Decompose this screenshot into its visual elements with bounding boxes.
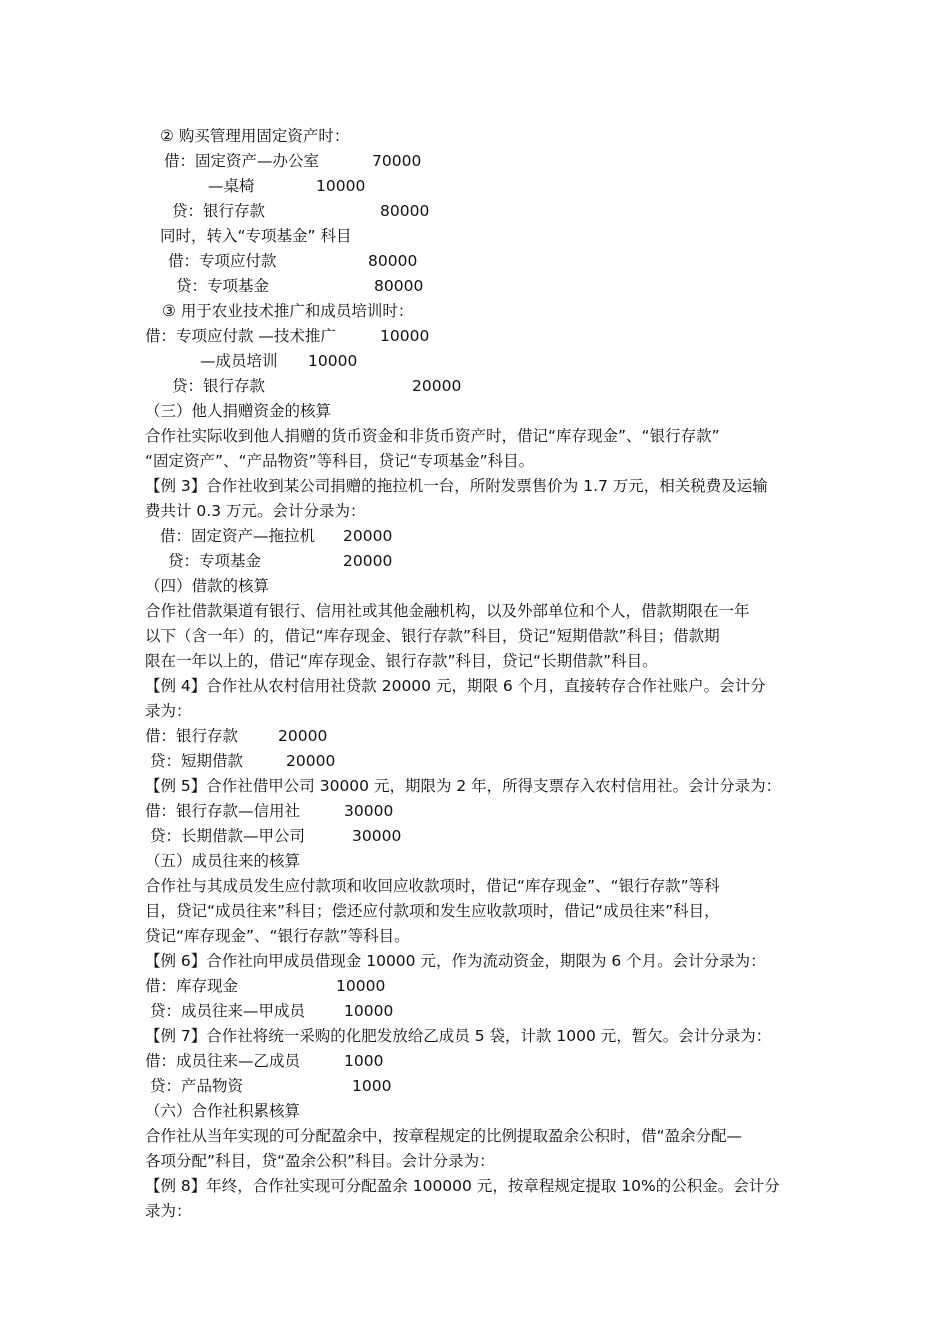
entry-amount: 10000 [316,177,366,195]
entry-account: 贷：产品物资 [150,1077,244,1095]
entry-account: —成员培训 [200,352,278,370]
entry-account: —桌椅 [208,177,255,195]
entry-account: 贷：短期借款 [150,752,244,770]
entry-amount: 1000 [344,1052,384,1070]
paragraph-line: 贷记“库存现金”、“银行存款”等科目。 [145,927,410,945]
entry-account: 借：固定资产—办公室 [164,152,320,170]
entry-account: 借：库存现金 [145,977,239,995]
example-line: 【例 7】合作社将统一采购的化肥发放给乙成员 5 袋，计款 1000 元，暂欠。会计分录为： [145,1027,772,1045]
example-line: 【例 6】合作社向甲成员借现金 10000 元，作为流动资金，期限为 6 个月。会计分录为： [145,952,766,970]
section-heading: （五）成员往来的核算 [145,852,301,870]
paragraph-line: 各项分配”科目，贷“盈余公积”科目。会计分录为： [145,1152,495,1170]
entry-amount: 20000 [286,752,336,770]
entry-amount: 80000 [380,202,430,220]
entry-amount: 20000 [343,552,393,570]
example-line: 费共计 0.3 万元。会计分录为： [145,502,366,520]
section-heading: （三）他人捐赠资金的核算 [145,402,332,420]
entry-amount: 20000 [412,377,462,395]
example-line: 【例 5】合作社借甲公司 30000 元，期限为 2 年，所得支票存入农村信用社。会计分录为： [145,777,782,795]
entry-account: 贷：成员往来—甲成员 [150,1002,306,1020]
text-line: 同时，转入“专项基金” 科目 [160,227,352,245]
example-line: 【例 8】年终，合作社实现可分配盈余 100000 元，按章程规定提取 10%的公积金。会计分 [145,1177,780,1195]
example-line: 【例 3】合作社收到某公司捐赠的拖拉机一台，所附发票售价为 1.7 万元，相关税费及运输 [145,477,768,495]
entry-account: 借：成员往来—乙成员 [145,1052,301,1070]
entry-account: 贷：银行存款 [172,202,266,220]
entry-amount: 80000 [374,277,424,295]
entry-account: 借：银行存款 [145,727,239,745]
entry-amount: 10000 [344,1002,394,1020]
paragraph-line: 合作社从当年实现的可分配盈余中，按章程规定的比例提取盈余公积时，借“盈余分配— [145,1127,743,1145]
example-line: 【例 4】合作社从农村信用社贷款 20000 元，期限 6 个月，直接转存合作社账户。会计分 [145,677,766,695]
paragraph-line: 合作社实际收到他人捐赠的货币资金和非货币资产时，借记“库存现金”、“银行存款” [145,427,720,445]
entry-amount: 1000 [352,1077,392,1095]
entry-amount: 30000 [352,827,402,845]
entry-account: 贷：专项基金 [168,552,262,570]
entry-account: 借：专项应付款 —技术推广 [145,327,336,345]
paragraph-line: 目，贷记“成员往来”科目；偿还应付款项和发生应收款项时，借记“成员往来”科目， [145,902,720,920]
entry-amount: 30000 [344,802,394,820]
text-line: ② 购买管理用固定资产时： [160,127,350,145]
paragraph-line: “固定资产”、“产品物资”等科目，贷记“专项基金”科目。 [145,452,535,470]
entry-account: 借：银行存款—信用社 [145,802,301,820]
entry-amount: 20000 [343,527,393,545]
section-heading: （六）合作社积累核算 [145,1102,301,1120]
text-line: ③ 用于农业技术推广和成员培训时： [162,302,414,320]
paragraph-line: 合作社借款渠道有银行、信用社或其他金融机构，以及外部单位和个人，借款期限在一年 [145,602,750,620]
section-heading: （四）借款的核算 [145,577,270,595]
example-line: 录为： [145,702,192,720]
entry-account: 贷：长期借款—甲公司 [150,827,306,845]
paragraph-line: 合作社与其成员发生应付款项和收回应收款项时，借记“库存现金”、“银行存款”等科 [145,877,720,895]
entry-amount: 10000 [380,327,430,345]
entry-account: 贷：银行存款 [172,377,266,395]
entry-amount: 20000 [278,727,328,745]
paragraph-line: 限在一年以上的，借记“库存现金、银行存款”科目，贷记“长期借款”科目。 [145,652,658,670]
entry-amount: 70000 [372,152,422,170]
entry-amount: 10000 [336,977,386,995]
entry-amount: 80000 [368,252,418,270]
entry-account: 借：专项应付款 [168,252,277,270]
entry-amount: 10000 [308,352,358,370]
entry-account: 借：固定资产—拖拉机 [160,527,316,545]
paragraph-line: 以下（含一年）的，借记“库存现金、银行存款”科目，贷记“短期借款”科目；借款期 [145,627,720,645]
entry-account: 贷：专项基金 [176,277,270,295]
example-line: 录为： [145,1202,192,1220]
